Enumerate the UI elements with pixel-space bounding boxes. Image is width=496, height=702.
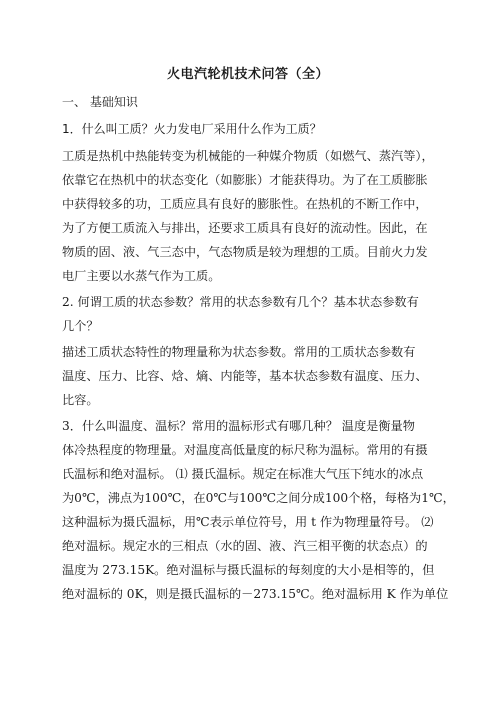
- paragraph-line: 氏温标和绝对温标。 ⑴ 摄氏温标。规定在标准大气压下纯水的冰点: [62, 467, 424, 481]
- paragraph-line: 物质的固、液、气三态中，气态物质是较为理想的工质。目前火力发: [62, 245, 428, 259]
- question-2: 2. 何谓工质的状态参数？常用的状态参数有几个？基本状态参数有: [62, 295, 419, 309]
- paragraph-line: 描述工质状态特性的物理量称为状态参数。常用的工质状态参数有: [62, 345, 416, 359]
- paragraph-line: 工质是热机中热能转变为机械能的一种媒介物质（如燃气、蒸汽等），: [62, 149, 434, 163]
- document-title: 火电汽轮机技术问答（全）: [166, 67, 329, 82]
- paragraph-line: 中获得较多的功，工质应具有良好的膨胀性。在热机的不断工作中，: [62, 197, 428, 211]
- paragraph-line: 为了方便工质流入与排出，还要求工质具有良好的流动性。因此，在: [62, 221, 428, 235]
- paragraph-line: 绝对温标的 0K，则是摄氏温标的－273.15℃。绝对温标用 K 作为单位: [62, 587, 449, 601]
- question-3: 3．什么叫温度、温标？常用的温标形式有哪几种？ 温度是衡量物: [62, 419, 415, 433]
- question-1: 1．什么叫工质？火力发电厂采用什么作为工质？: [62, 122, 322, 136]
- paragraph-line: 体冷热程度的物理量。对温度高低量度的标尺称为温标。常用的有摄: [62, 443, 428, 457]
- paragraph-line: 为0℃，沸点为100℃，在0℃与100℃之间分成100个格，每格为1℃，: [62, 491, 455, 505]
- paragraph-line: 这种温标为摄氏温标，用℃表示单位符号，用 t 作为物理量符号。 ⑵: [62, 515, 434, 529]
- paragraph-line: 绝对温标。规定水的三相点（水的固、液、汽三相平衡的状态点）的: [62, 539, 428, 553]
- paragraph-line: 依靠它在热机中的状态变化（如膨胀）才能获得功。为了在工质膨胀: [62, 173, 428, 187]
- paragraph-line: 比容。: [62, 393, 99, 407]
- paragraph-line: 电厂主要以水蒸气作为工质。: [62, 269, 221, 283]
- paragraph-line: 温度、压力、比容、焓、熵、内能等，基本状态参数有温度、压力、: [62, 369, 428, 383]
- paragraph-line: 几个？: [62, 319, 99, 333]
- section-heading: 一、 基础知识: [62, 95, 138, 109]
- paragraph-line: 温度为 273.15K。绝对温标与摄氏温标的每刻度的大小是相等的，但: [62, 563, 435, 577]
